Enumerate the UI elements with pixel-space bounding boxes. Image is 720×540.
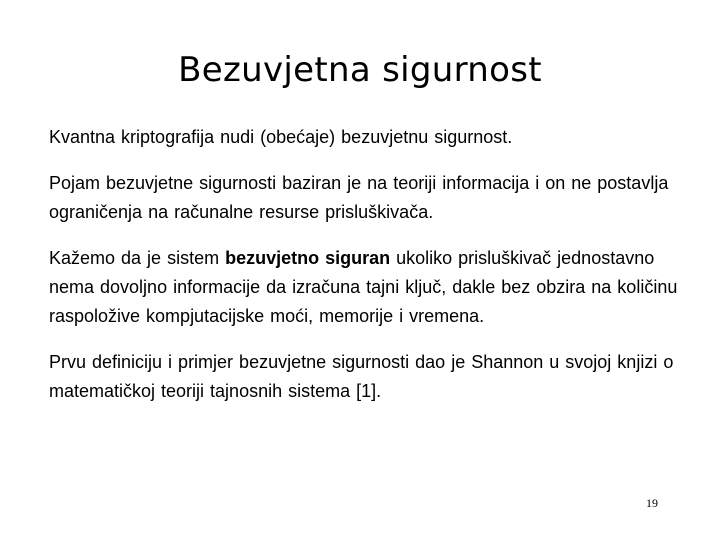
slide-body [49, 123, 689, 406]
paragraph-3-bold-term: bezuvjetno siguran [225, 248, 391, 268]
paragraph-3 [49, 244, 689, 331]
slide-title: Bezuvjetna sigurnost [178, 50, 542, 90]
paragraph-2: Pojam bezuvjetne sigurnosti baziran je na teoriji informacija i on ne postavlja ograničenja na računalne resurse prisluškivača. [49, 173, 669, 222]
paragraph-3-after: ukoliko prisluškivač jednostavno nema dovoljno informacije da izračuna tajni ključ, dakle bez obzira na količinu raspoložive kompjutacijske moći, memorije i vremena. [49, 248, 678, 326]
paragraph-4: Prvu definiciju i primjer bezuvjetne sigurnosti dao je Shannon u svojoj knjizi o matematičkoj teoriji tajnosnih sistema [1]. [49, 352, 674, 401]
paragraph-3-before: Kažemo da je sistem [49, 248, 226, 268]
paragraph-1: Kvantna kriptografija nudi (obećaje) bezuvjetnu sigurnost. [49, 127, 513, 147]
page-number: 19 [646, 496, 658, 510]
